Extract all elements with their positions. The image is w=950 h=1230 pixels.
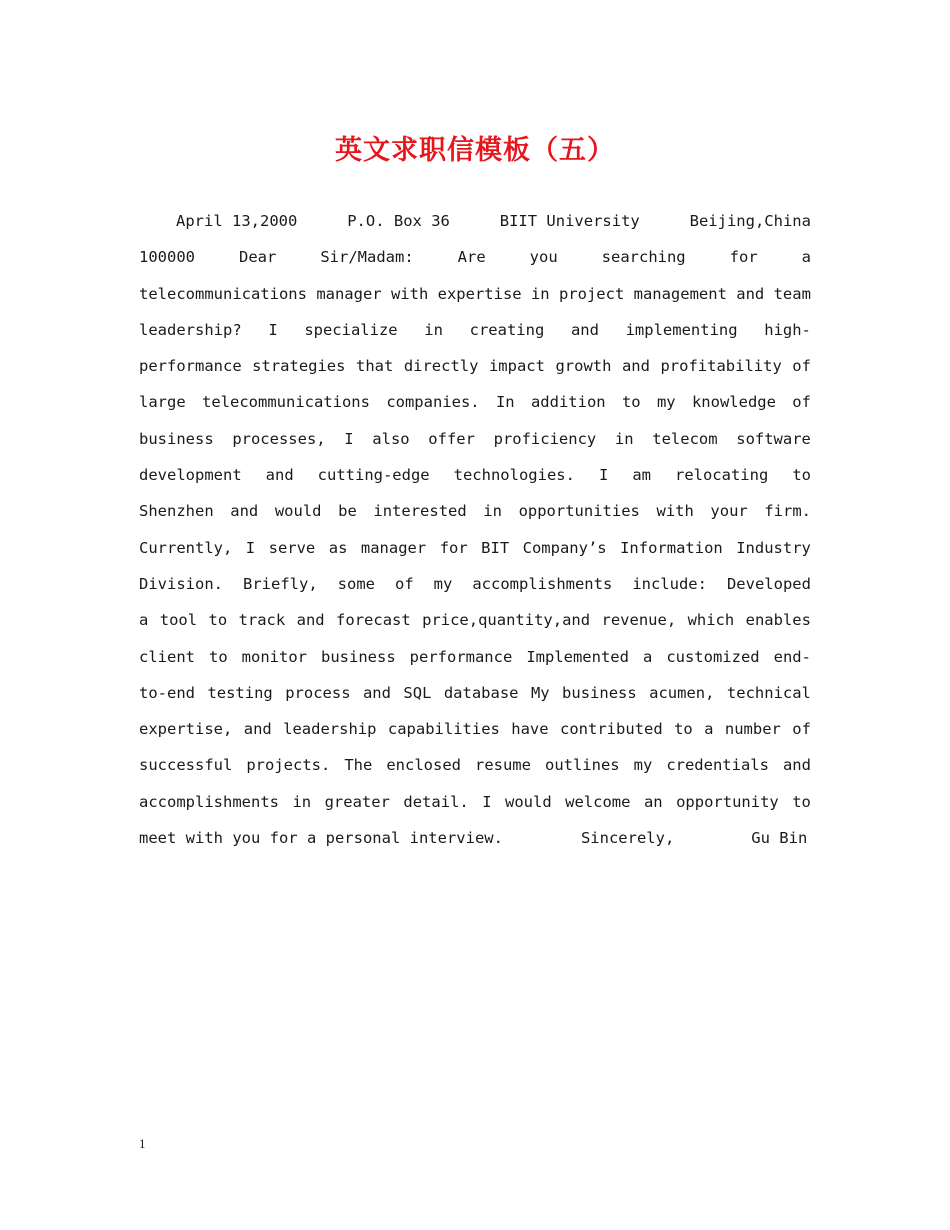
body-word: which [687, 611, 735, 630]
body-word: projects. [246, 756, 331, 775]
body-word: companies. [386, 393, 480, 412]
body-word: in [292, 792, 312, 811]
body-word: acumen, [649, 683, 715, 702]
body-word: would [505, 792, 552, 811]
body-word: in [424, 320, 443, 339]
body-word: as [328, 538, 348, 557]
body-word: high- [764, 320, 811, 339]
body-word: Industry [736, 538, 811, 557]
body-word: and [265, 466, 294, 485]
body-word: and [230, 502, 259, 521]
body-word: greater [324, 792, 390, 811]
body-word: proficiency [493, 429, 597, 448]
body-word: capabilities [387, 720, 500, 739]
body-word: technical [726, 683, 811, 702]
body-word: technologies. [453, 466, 575, 485]
body-word: and [243, 720, 272, 739]
body-word: In [495, 393, 515, 412]
body-word: with [656, 502, 694, 521]
body-word: I [268, 320, 278, 339]
body-word: and [782, 756, 811, 775]
body-word: customized [666, 647, 760, 666]
body-line [139, 276, 811, 312]
body-word: team [773, 284, 811, 303]
body-word: tool [159, 611, 198, 630]
body-word: to [674, 720, 693, 739]
body-word: in [530, 284, 550, 303]
body-line [139, 566, 811, 602]
body-word: BIT [481, 538, 510, 557]
body-word: expertise, [139, 720, 233, 739]
body-word: My [530, 683, 550, 702]
body-word: specialize [304, 320, 398, 339]
body-word: management [633, 284, 727, 303]
body-word: meet with you for a personal interview. [139, 829, 503, 848]
body-word: business [139, 429, 214, 448]
body-line [139, 493, 811, 529]
body-word: of [394, 574, 414, 593]
body-line [139, 312, 811, 348]
body-word: development [139, 466, 242, 485]
body-word: opportunity [676, 792, 779, 811]
body-word: P.O. Box 36 [347, 212, 450, 230]
body-word: I [344, 429, 354, 448]
body-word: serve [268, 538, 316, 557]
body-word: strategies [252, 357, 346, 376]
body-word: and [296, 611, 325, 630]
body-word: a [704, 720, 714, 739]
body-word: large [139, 393, 186, 412]
body-word: manager [316, 284, 382, 303]
body-word: my [656, 393, 676, 412]
body-word: to [621, 393, 641, 412]
body-word: to [208, 611, 228, 630]
body-word: my [633, 756, 653, 775]
body-word: client [139, 647, 195, 666]
body-word: detail. [403, 792, 469, 811]
body-word: directly [403, 357, 479, 376]
body-word: end- [773, 647, 811, 666]
body-word: Sir/Madam: [320, 248, 414, 267]
body-word: to-end [139, 683, 195, 702]
body-word: SQL [403, 683, 432, 702]
body-word: Currently, [139, 538, 233, 557]
body-word: 100000 [139, 248, 195, 267]
body-word: and [736, 284, 765, 303]
body-word: for [439, 538, 468, 557]
body-word: business [562, 683, 637, 702]
body-word: growth [555, 357, 612, 376]
body-word: addition [530, 393, 606, 412]
body-word: Implemented [526, 647, 629, 666]
body-word: of [792, 357, 811, 376]
body-word: a [642, 647, 653, 666]
body-word: some [337, 574, 375, 593]
body-word: I [482, 792, 492, 811]
letter-body [139, 203, 811, 856]
body-word: cutting-edge [317, 466, 430, 485]
body-word: searching [601, 248, 686, 267]
body-line [139, 384, 811, 420]
body-word: telecommunications [139, 284, 307, 303]
body-word: number [724, 720, 781, 739]
body-word: Gu Bin [751, 829, 808, 848]
body-line [139, 457, 811, 493]
body-word: The [344, 756, 373, 775]
body-word: in [483, 502, 502, 521]
body-word: and [621, 357, 650, 376]
body-word: a [801, 248, 811, 267]
body-word: performance [409, 647, 513, 666]
body-word: forecast [336, 611, 411, 630]
body-word: impact [488, 357, 545, 376]
body-word: leadership? [139, 320, 242, 339]
body-word: of [792, 720, 811, 739]
body-word: leadership [283, 720, 377, 739]
body-word: resume [474, 756, 531, 775]
body-line [139, 820, 811, 856]
body-word: price,quantity,and [422, 611, 591, 630]
body-word: offer [428, 429, 475, 448]
body-word: Division. [139, 574, 223, 593]
body-word: database [443, 683, 519, 702]
body-word: would [274, 502, 322, 521]
body-word: manager [360, 538, 427, 557]
body-line [139, 348, 811, 384]
body-line [139, 784, 811, 820]
body-word: accomplishments [139, 792, 279, 811]
body-word: to [209, 647, 228, 666]
body-word: am [632, 466, 651, 485]
body-word: include: [632, 574, 707, 593]
body-word: creating [469, 320, 545, 339]
body-word: revenue, [601, 611, 677, 630]
body-line [139, 203, 811, 239]
body-word: software [736, 429, 811, 448]
body-word: Developed [726, 574, 811, 593]
body-word: Dear [239, 248, 277, 267]
body-word: be [338, 502, 357, 521]
body-word: for [729, 248, 758, 267]
body-word: project [558, 284, 625, 303]
body-word: my [433, 574, 453, 593]
body-word: contributed [560, 720, 663, 739]
body-line [139, 421, 811, 457]
body-word: processes, [232, 429, 326, 448]
body-word: and [362, 683, 391, 702]
body-word: process [285, 683, 351, 702]
body-word: Shenzhen [139, 502, 214, 521]
body-word: enables [745, 611, 811, 630]
body-line [139, 530, 811, 566]
body-word: your [710, 502, 748, 521]
body-word: telecom [652, 429, 718, 448]
body-line [139, 747, 811, 783]
body-word: credentials [666, 756, 769, 775]
body-word: successful [139, 756, 233, 775]
body-word: Information [620, 538, 723, 557]
body-word: implementing [625, 320, 738, 339]
body-word: also [372, 429, 410, 448]
body-line [139, 239, 811, 275]
body-line [139, 711, 811, 747]
body-word: BIIT University [499, 212, 640, 230]
body-word: have [511, 720, 549, 739]
body-word: business [321, 647, 396, 666]
body-word: profitability [660, 357, 782, 376]
body-word: Sincerely, [580, 829, 675, 848]
body-word: enclosed [386, 756, 461, 775]
body-word: welcome [565, 792, 631, 811]
body-word: with [390, 284, 429, 303]
body-word: Beijing,China [689, 212, 811, 230]
body-word: of [792, 393, 811, 412]
body-word: that [355, 357, 394, 376]
body-word: accomplishments [472, 574, 613, 593]
body-word: track [238, 611, 286, 630]
body-word: in [614, 429, 634, 448]
body-word: Are [457, 248, 486, 267]
body-word: performance [139, 357, 242, 376]
body-word: Company’s [522, 538, 607, 557]
body-word: to [792, 792, 811, 811]
body-word: you [529, 248, 558, 267]
document-title: 英文求职信模板（五） [335, 135, 615, 166]
body-word: knowledge [691, 393, 776, 412]
body-word: to [792, 466, 811, 485]
body-line [139, 602, 811, 638]
body-word: relocating [674, 466, 769, 485]
body-word: outlines [544, 756, 620, 775]
body-word: April 13,2000 [176, 212, 298, 230]
body-line [139, 675, 811, 711]
body-word: monitor [241, 647, 307, 666]
body-word: I [245, 538, 256, 557]
body-word: interested [373, 502, 467, 521]
page-number: 1 [139, 1136, 146, 1151]
body-word: telecommunications [202, 393, 370, 412]
body-word: firm. [764, 502, 811, 521]
body-line [139, 639, 811, 675]
body-word: and [570, 320, 599, 339]
body-word: opportunities [518, 502, 640, 521]
body-word: I [598, 466, 609, 485]
body-word: Briefly, [243, 574, 318, 593]
body-word: a [139, 611, 149, 630]
body-word: testing [207, 683, 273, 702]
body-word: an [643, 792, 663, 811]
body-word: expertise [437, 284, 522, 303]
